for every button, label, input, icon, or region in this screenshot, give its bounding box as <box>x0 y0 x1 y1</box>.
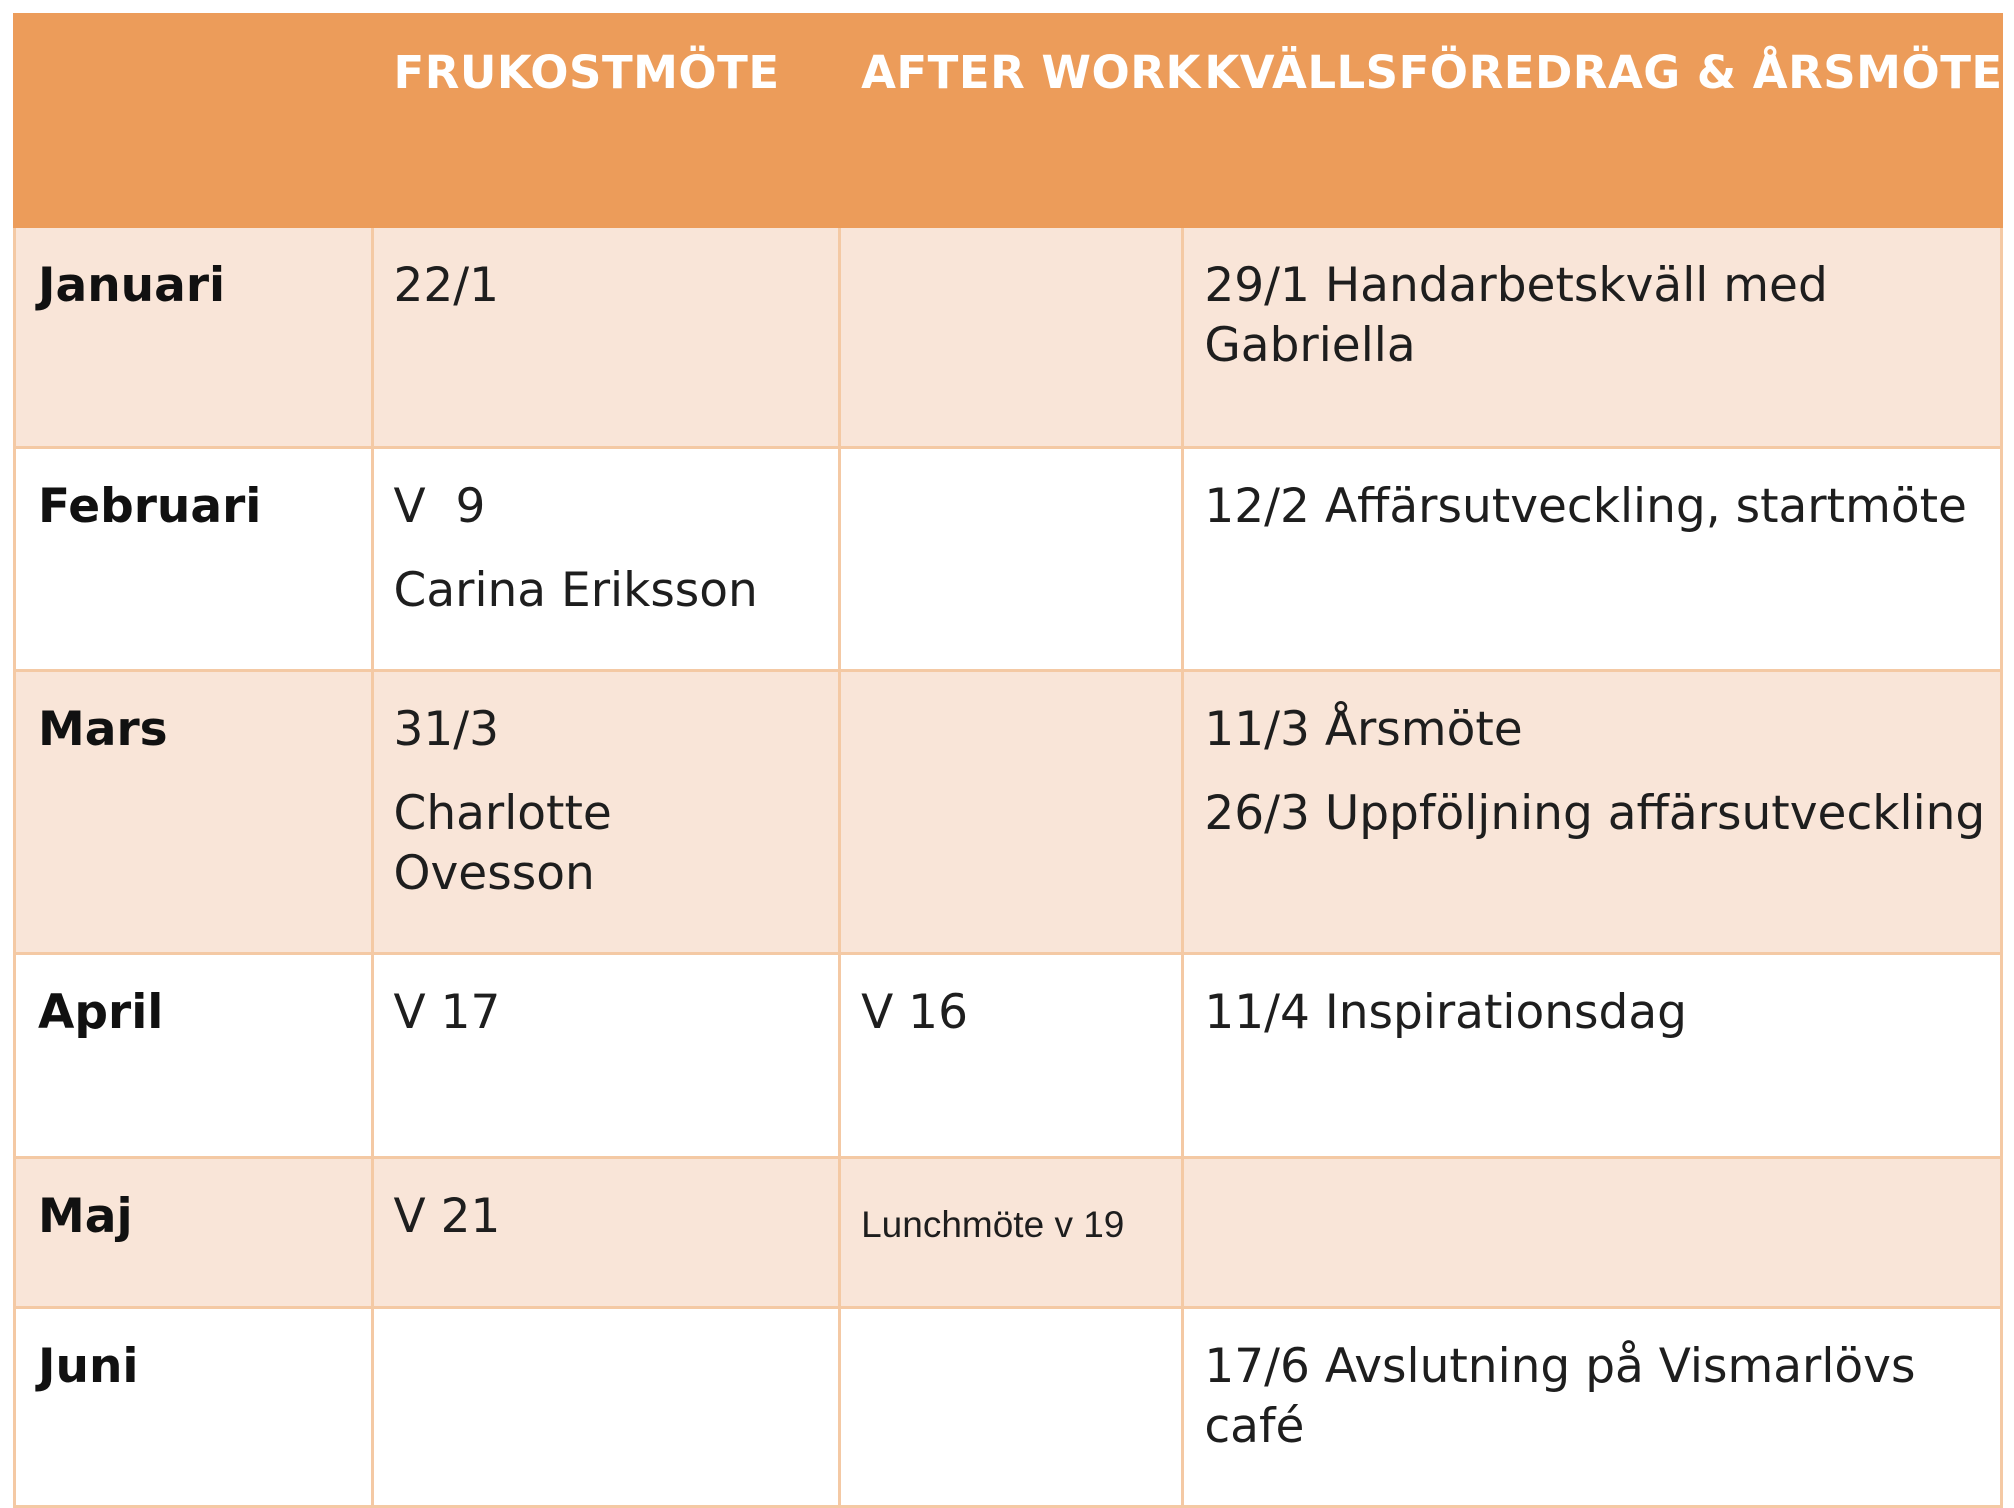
afterwork-cell <box>840 954 1183 1158</box>
kvall-cell <box>1183 1158 2002 1308</box>
table-row <box>15 954 2002 1158</box>
header-row <box>15 15 2002 227</box>
cell-text: V 9 <box>393 479 486 534</box>
cell-text: 26/3 Uppföljning affärsutveckling <box>1204 786 1986 841</box>
cell-text: V 16 <box>861 985 968 1040</box>
frukost-cell <box>372 227 840 448</box>
month-cell: Februari <box>15 448 373 671</box>
cell-text: Carina Eriksson <box>393 563 758 618</box>
table-row <box>15 671 2002 954</box>
cell-text: 29/1 Handarbetskväll med Gabriella <box>1204 258 1828 373</box>
month-cell: Juni <box>15 1308 373 1507</box>
month-cell: Januari <box>15 227 373 448</box>
afterwork-cell <box>840 1308 1183 1507</box>
table-row <box>15 448 2002 671</box>
table-row <box>15 227 2002 448</box>
cell-text: 11/4 Inspirationsdag <box>1204 985 1687 1040</box>
frukost-cell <box>372 1308 840 1507</box>
table-row <box>15 1158 2002 1308</box>
afterwork-cell <box>840 227 1183 448</box>
afterwork-cell <box>840 671 1183 954</box>
header-kvallsforedrag: KVÄLLSFÖREDRAG & ÅRSMÖTE <box>1183 15 2002 227</box>
cell-text: V 21 <box>393 1189 501 1244</box>
kvall-cell <box>1183 954 2002 1158</box>
frukost-cell <box>372 954 840 1158</box>
table-row <box>15 1308 2002 1507</box>
cell-text: 11/3 Årsmöte <box>1204 702 1523 757</box>
header-month <box>15 15 373 227</box>
kvall-cell <box>1183 227 2002 448</box>
kvall-cell <box>1183 448 2002 671</box>
header-frukostmote: FRUKOSTMÖTE <box>372 15 840 227</box>
cell-text: 17/6 Avslutning på Vismarlövs café <box>1204 1339 1916 1454</box>
schedule-table <box>13 13 2003 1508</box>
afterwork-cell <box>840 448 1183 671</box>
frukost-cell <box>372 671 840 954</box>
cell-text: Lunchmöte v 19 <box>861 1204 1125 1245</box>
month-cell: Maj <box>15 1158 373 1308</box>
month-cell: Mars <box>15 671 373 954</box>
cell-text: 31/3 <box>393 702 500 757</box>
afterwork-cell <box>840 1158 1183 1308</box>
header-after-work: AFTER WORK <box>840 15 1183 227</box>
kvall-cell <box>1183 1308 2002 1507</box>
month-cell: April <box>15 954 373 1158</box>
kvall-cell <box>1183 671 2002 954</box>
cell-text: V 17 <box>393 985 501 1040</box>
cell-text: 12/2 Affärsutveckling, startmöte <box>1204 479 1967 534</box>
frukost-cell <box>372 1158 840 1308</box>
cell-text: 22/1 <box>393 258 500 313</box>
frukost-cell <box>372 448 840 671</box>
cell-text: Charlotte Ovesson <box>393 786 612 901</box>
